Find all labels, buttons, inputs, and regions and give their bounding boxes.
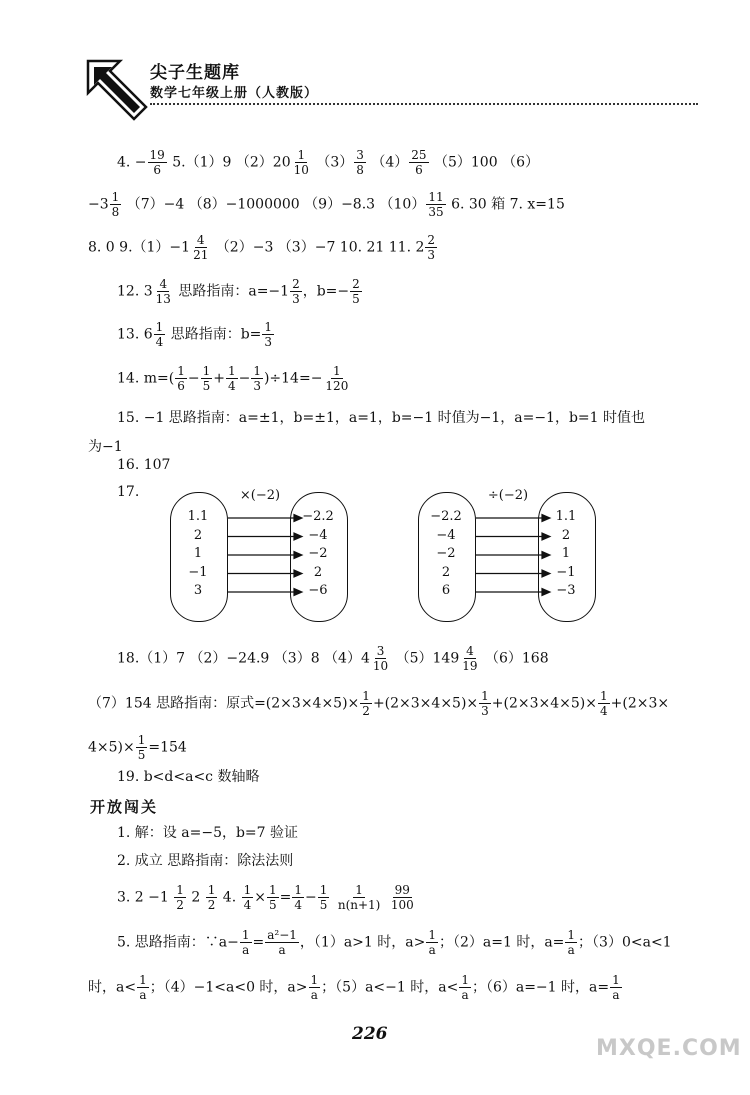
- output-value: −1: [556, 564, 576, 580]
- mapping-arrows: [170, 488, 370, 628]
- output-value: −6: [308, 583, 328, 598]
- input-value: 2: [193, 527, 203, 543]
- input-value: 3: [193, 583, 203, 598]
- mapping-diagram-multiply: [170, 488, 370, 628]
- output-value: −4: [308, 527, 328, 543]
- answer-18-7: （7）154 思路指南：原式=(2×3×4×5)× $\frac{1}{2}$ +(2×3×4×5)× $\frac{1}{3}$ +(2×3×4×5)× $\frac{1}{4}$ +(2×3×: [88, 689, 670, 718]
- answer-13: 13. 6 $\frac{1}{4}$ 思路指南：b= $\frac{1}{3}$: [117, 320, 273, 349]
- input-value: −2: [436, 546, 456, 561]
- operation-label: ÷(−2): [487, 488, 529, 503]
- answer-12: 12. 3 $\frac{4}{13}$ 思路指南：a=−1 $\frac{2}{3}$ ，b=− $\frac{2}{5}$: [117, 277, 360, 306]
- input-value: −4: [436, 527, 456, 543]
- mapping-diagram-divide: [418, 488, 618, 628]
- header-divider: [150, 103, 698, 105]
- answer-line-4-6: 4. − $\frac{19}{6}$ 5.（1）9 （2）20 $\frac{1}{10}$ （3） $\frac{3}{8}$ （4） $\frac{25}{6}$ （5）100 （6）: [117, 148, 539, 177]
- output-value: −2: [308, 546, 328, 561]
- output-value: 1: [561, 546, 571, 561]
- answer-17-label: 17.: [117, 484, 140, 500]
- page-number: 226: [352, 1024, 388, 1044]
- open-answer-2: 2. 成立 思路指南：除法法则: [117, 853, 294, 869]
- answer-18-7-cont: 4×5)× $\frac{1}{5}$ =154: [88, 733, 187, 762]
- book-subtitle: 数学七年级上册（人教版）: [150, 86, 319, 101]
- output-value: 2: [313, 564, 323, 580]
- answer-15: 15. −1 思路指南：a=±1，b=±1，a=1，b=−1 时值为−1，a=−1，b=1 时值也: [117, 410, 646, 426]
- input-value: 6: [441, 583, 451, 598]
- input-value: 2: [441, 564, 451, 580]
- section-heading: 开放闯关: [90, 798, 159, 816]
- output-value: 2: [561, 527, 571, 543]
- answer-18: 18.（1）7 （2）−24.9 （3）8 （4）4 $\frac{3}{10}$ （5）149 $\frac{4}{19}$ （6）168: [117, 644, 549, 673]
- input-value: −1: [188, 564, 208, 580]
- arrow-logo-icon: [84, 55, 154, 125]
- answer-15-cont: 为−1: [88, 439, 123, 455]
- answer-line-8-11: 8. 0 9.（1）−1 $\frac{4}{21}$ （2）−3 （3）−7 10. 21 11. 2 $\frac{2}{3}$: [88, 233, 436, 262]
- answer-19: 19. b<d<a<c 数轴略: [117, 769, 260, 785]
- open-answer-3-4: 3. 2 −1 $\frac{1}{2}$ 2 $\frac{1}{2}$ 4. $\frac{1}{4}$ × $\frac{1}{5}$ = $\frac{1}{4}$ − $\frac{1}{5}$ $\frac{1}{n(n+1)}$ $\frac{99}{100}$: [117, 883, 414, 912]
- input-value: −2.2: [430, 509, 462, 524]
- open-answer-1: 1. 解：设 a=−5，b=7 验证: [117, 825, 299, 841]
- answer-16: 16. 107: [117, 457, 171, 473]
- input-value: 1.1: [187, 509, 209, 524]
- open-answer-5-cont: 时，a< $\frac{1}{a}$ ；（4）−1<a<0 时，a> $\frac{1}{a}$ ；（5）a<−1 时，a< $\frac{1}{a}$ ；（6）a=−1 时，a= $\frac{1}{a}$: [88, 973, 620, 1002]
- output-value: 1.1: [555, 509, 577, 524]
- book-title: 尖子生题库: [150, 63, 240, 83]
- answer-14: 14. m=( $\frac{1}{6}$ − $\frac{1}{5}$ + $\frac{1}{4}$ − $\frac{1}{3}$ )÷14=− $\frac{1}{120}$: [117, 364, 349, 393]
- output-value: −3: [556, 583, 576, 598]
- output-value: −2.2: [302, 509, 334, 524]
- mapping-arrows: [418, 488, 618, 628]
- input-value: 1: [193, 546, 203, 561]
- watermark-logo: MXQE.COM: [596, 1036, 742, 1061]
- answer-line-5-cont: −3 $\frac{1}{8}$ （7）−4 （8）−1000000 （9）−8.3 （10） $\frac{11}{35}$ 6. 30 箱 7. x=15: [88, 190, 565, 219]
- operation-label: ×(−2): [239, 488, 281, 503]
- open-answer-5: 5. 思路指南：∵a− $\frac{1}{a}$ = $\frac{\text{a²−1}}{a}$ ，（1）a>1 时，a> $\frac{1}{a}$ ；（2）a=1 时，a= $\frac{1}{a}$ ；（3）0<a<1: [117, 928, 672, 957]
